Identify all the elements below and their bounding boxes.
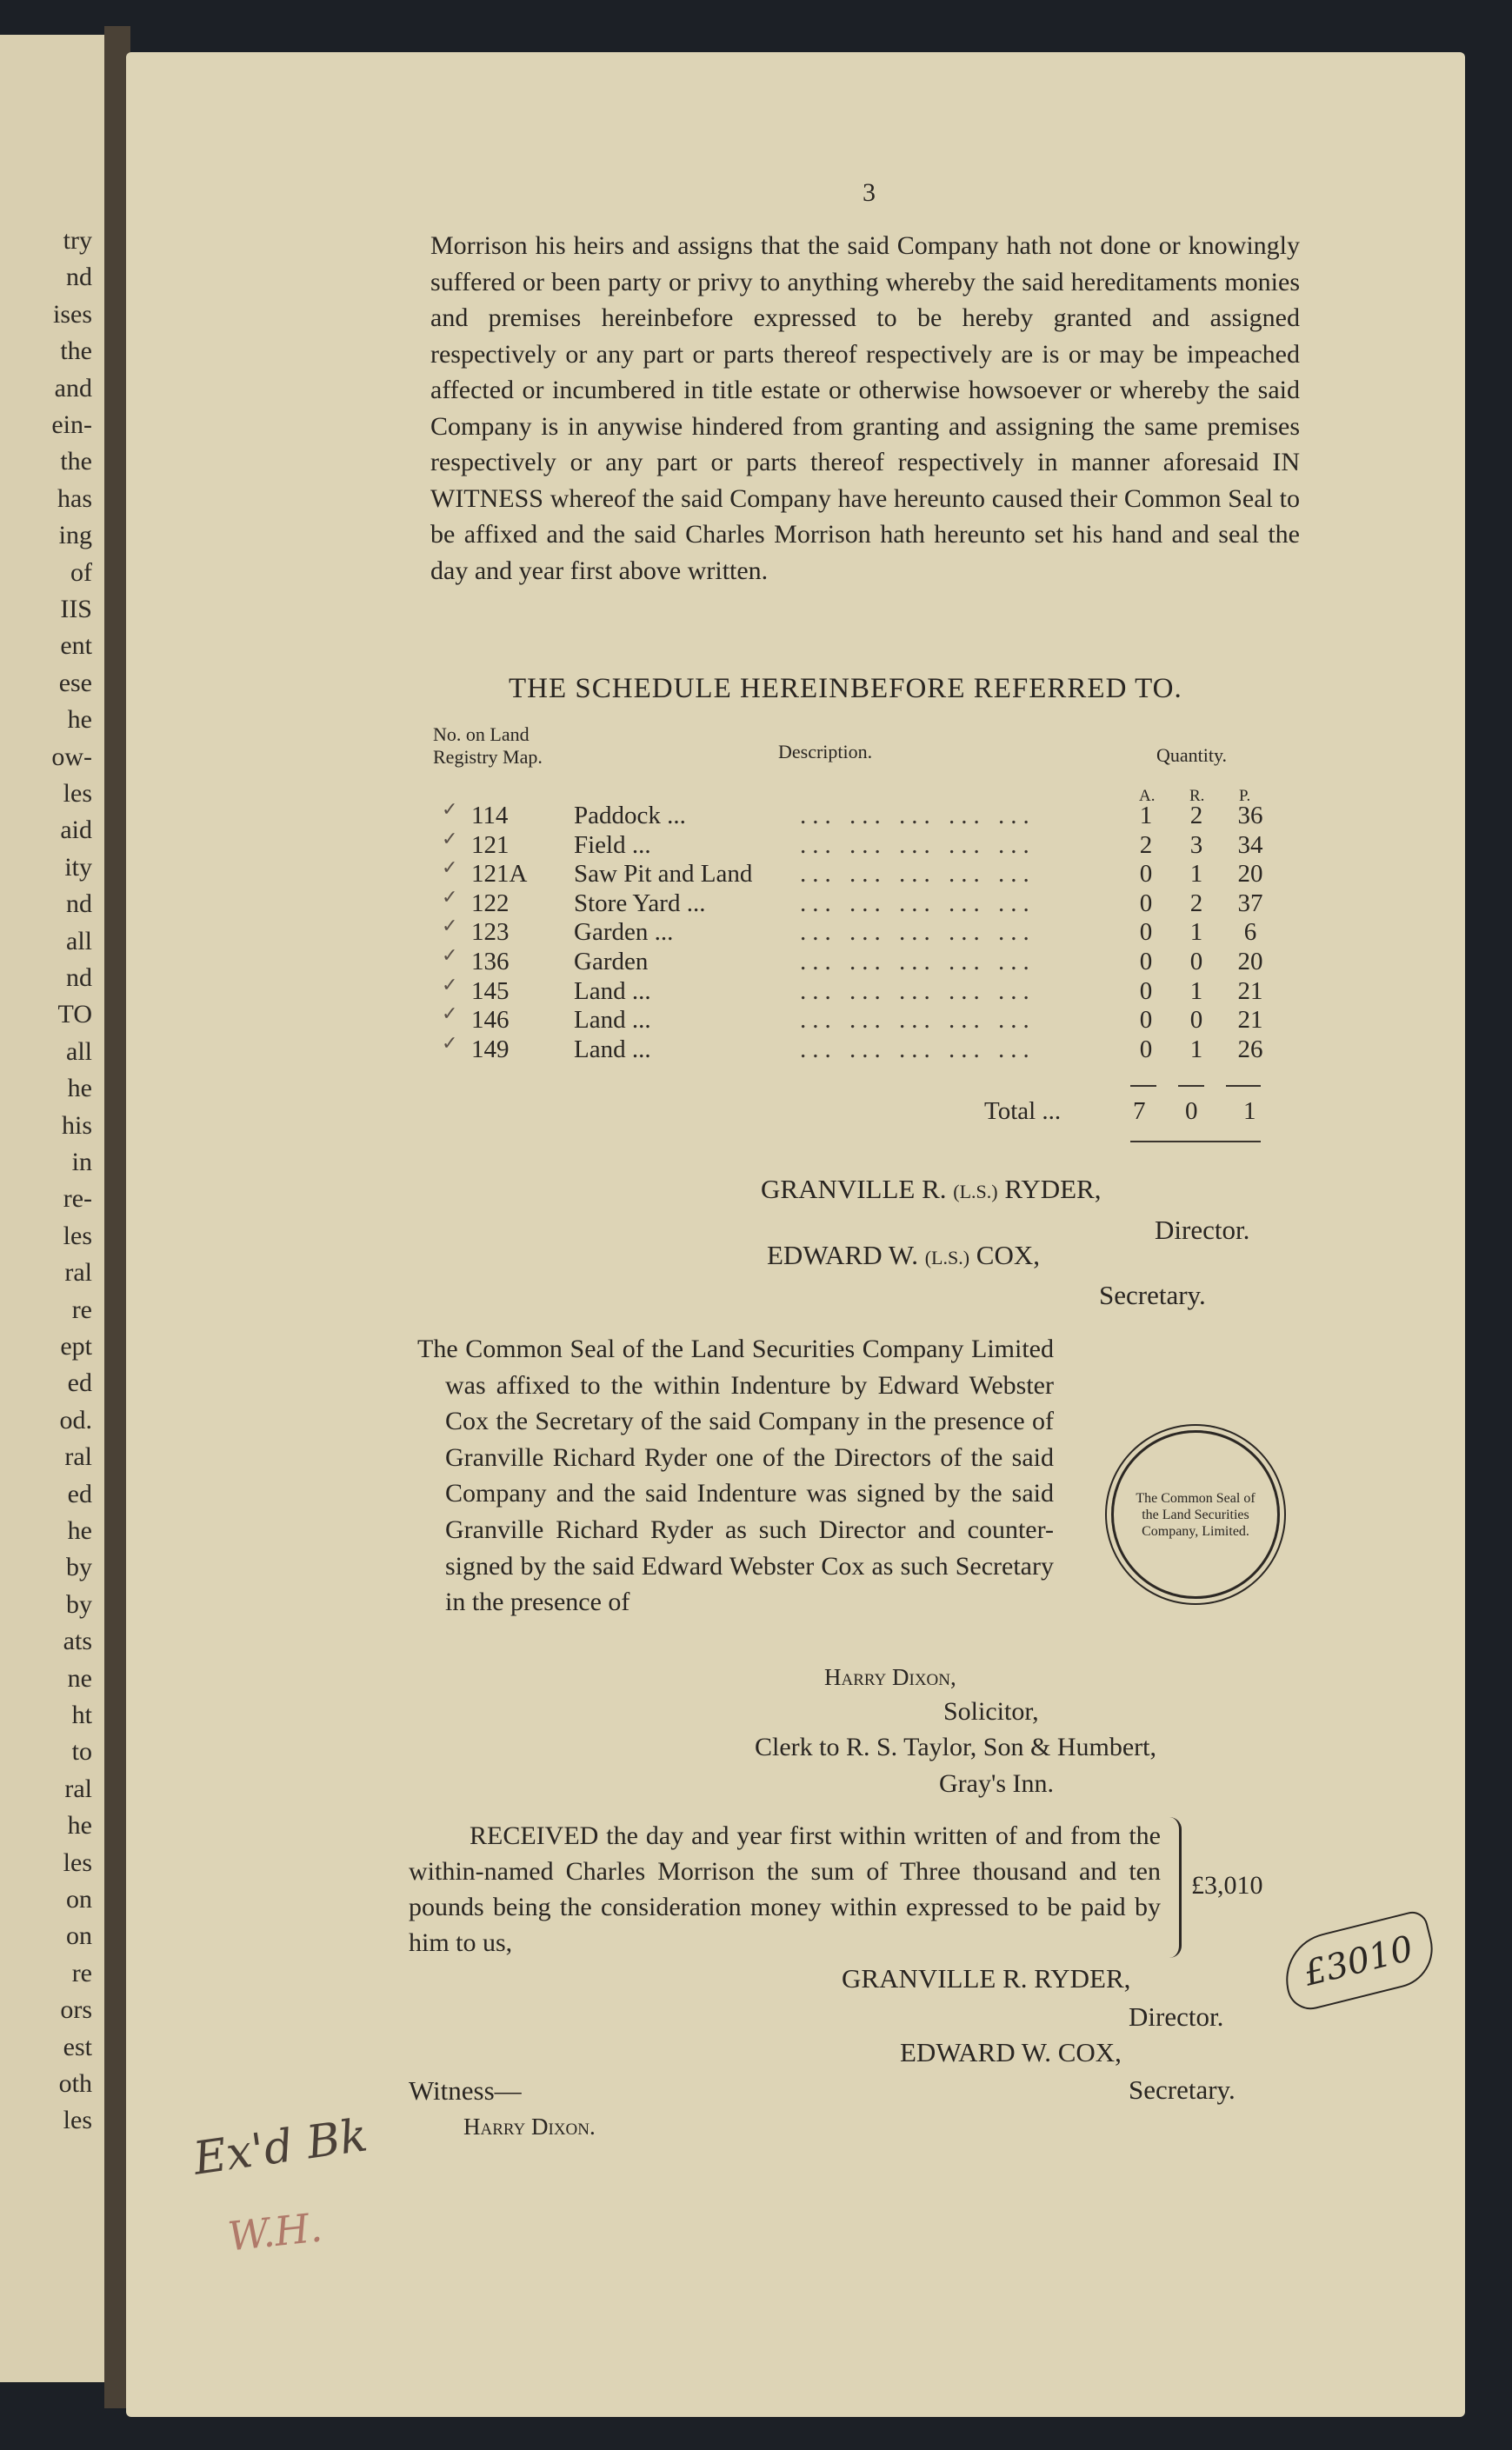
perches-value: 21: [1237, 1006, 1263, 1035]
total-underline: [1130, 1141, 1261, 1142]
leader-dots: ... ... ... ... ...: [800, 860, 1036, 889]
total-acres: 7: [1133, 1097, 1146, 1125]
land-description: Saw Pit and Land: [574, 860, 753, 889]
schedule-row: [426, 1031, 1278, 1065]
facing-page-fragment: ral: [64, 1258, 92, 1288]
facing-page-fragment: by: [66, 1589, 92, 1619]
total-roods: 0: [1185, 1097, 1198, 1125]
check-mark-icon: ✓: [442, 973, 458, 995]
facing-page-fragment: all: [66, 1036, 92, 1066]
column-header-quantity: Quantity.: [1156, 744, 1228, 766]
director-name-first: GRANVILLE R.: [761, 1174, 947, 1204]
roods-value: 1: [1189, 976, 1203, 1005]
column-header-map-line1: No. on Land: [433, 723, 530, 745]
facing-page-fragment: ht: [71, 1701, 92, 1729]
facing-page-fragment: the: [60, 336, 92, 366]
leader-dots: ... ... ... ... ...: [800, 948, 1036, 975]
facing-page-fragment: ors: [60, 1995, 92, 2025]
acres-value: 0: [1139, 860, 1153, 889]
facing-page-fragment: ises: [53, 299, 92, 329]
roods-value: 1: [1189, 918, 1203, 947]
check-mark-icon: ✓: [442, 798, 458, 820]
locus-sigilli-1: (L.S.): [953, 1181, 998, 1202]
column-header-map-line2: Registry Map.: [433, 746, 543, 768]
schedule-row: [426, 973, 1278, 1007]
handwritten-initials: W.H.: [225, 2203, 325, 2260]
facing-page-fragment: nd: [66, 263, 92, 292]
secretary-title: Secretary.: [1099, 1280, 1206, 1310]
acres-value: 0: [1139, 1035, 1153, 1063]
facing-page-fragment: les: [63, 2106, 92, 2135]
facing-page-fragment: he: [67, 1516, 92, 1545]
witness-address: Gray's Inn.: [939, 1769, 1055, 1798]
roods-value: 1: [1189, 860, 1203, 889]
land-description: Land ...: [574, 1035, 651, 1063]
receipt-director-name: GRANVILLE R. RYDER,: [842, 1963, 1131, 1994]
facing-page-fragment: ing: [58, 521, 92, 550]
acres-value: 0: [1139, 948, 1153, 975]
facing-page-fragment: ne: [67, 1663, 92, 1693]
secretary-signature: [767, 1240, 1040, 1271]
roods-value: 0: [1189, 948, 1203, 975]
schedule-row: [426, 856, 1278, 889]
locus-sigilli-2: (L.S.): [924, 1247, 970, 1268]
perches-value: 36: [1237, 802, 1263, 829]
check-mark-icon: ✓: [442, 944, 458, 966]
acres-value: 0: [1139, 976, 1153, 1005]
map-number: 122: [471, 889, 510, 917]
facing-page-fragment: the: [60, 447, 92, 476]
total-rule-a: [1130, 1085, 1156, 1087]
unit-acres: A.: [1139, 787, 1156, 805]
receipt-witness-label: Witness—: [409, 2075, 522, 2106]
facing-page-fragment: ow-: [51, 742, 92, 771]
facing-page-fragment: by: [66, 1553, 92, 1582]
map-number: 146: [471, 1006, 510, 1035]
leader-dots: ... ... ... ... ...: [800, 830, 1036, 859]
facing-page-fragment: nd: [66, 889, 92, 919]
facing-page-fragment: ity: [64, 852, 92, 882]
roods-value: 1: [1189, 1035, 1203, 1063]
director-signature: [761, 1174, 1101, 1205]
facing-page-fragment: he: [67, 1074, 92, 1103]
perches-value: 6: [1243, 918, 1257, 947]
roods-value: 3: [1189, 830, 1203, 859]
land-description: Store Yard ...: [574, 889, 706, 917]
acres-value: 0: [1139, 918, 1153, 947]
acres-value: 0: [1139, 889, 1153, 917]
seal-text: The Common Seal of the Land Securities Company, Limited.: [1136, 1490, 1256, 1539]
facing-page-fragment: les: [63, 779, 92, 808]
land-description: Paddock ...: [574, 802, 686, 829]
director-title: Director.: [1155, 1215, 1250, 1245]
deed-paragraph: [430, 228, 1300, 589]
map-number: 121A: [471, 860, 528, 889]
leader-dots: ... ... ... ... ...: [800, 918, 1036, 947]
facing-page-fragment: ral: [64, 1442, 92, 1472]
acres-value: 2: [1139, 830, 1153, 859]
attestation-text: The Common Seal of the Land Securities Company Limited was affixed to the within Indenture by Edward Webster Cox the Secretary of the said Company in the presence of Granville Richard Ryder one of the Directors of the said Company and the said Indenture was signed by the said Granville Richard Ryder as such Director and counter-signed by the said Edward Webster Cox as such Secretary in the presence of: [417, 1335, 1054, 1617]
leader-dots: ... ... ... ... ...: [800, 889, 1036, 917]
facing-page-fragment: oth: [58, 2069, 92, 2098]
facing-page-fragment: he: [67, 1811, 92, 1841]
schedule-row: [426, 944, 1278, 977]
facing-page-fragment: his: [61, 1110, 92, 1140]
facing-page-fragment: est: [63, 2032, 92, 2061]
facing-page-fragment: TO: [57, 1000, 92, 1029]
map-number: 145: [471, 976, 510, 1005]
receipt-witness-name: Harry Dixon.: [463, 2114, 596, 2140]
facing-page-fragment: od.: [59, 1405, 92, 1435]
land-description: Field ...: [574, 830, 651, 859]
map-number: 149: [471, 1035, 510, 1063]
unit-roods: R.: [1189, 787, 1205, 805]
handwritten-amount-note: £3010: [1276, 1908, 1442, 2014]
facing-page-fragment: and: [54, 373, 92, 403]
unit-perches: P.: [1239, 787, 1251, 805]
map-number: 123: [471, 918, 510, 947]
facing-page-fragment: all: [66, 926, 92, 955]
witness-employer: Clerk to R. S. Taylor, Son & Humbert,: [755, 1733, 1156, 1761]
check-mark-icon: ✓: [442, 1031, 458, 1054]
total-rule-p: [1226, 1085, 1261, 1087]
check-mark-icon: ✓: [442, 885, 458, 908]
schedule-row: [426, 915, 1278, 948]
facing-page-fragment: to: [71, 1737, 92, 1767]
leader-dots: ... ... ... ... ...: [800, 1006, 1036, 1035]
attestation-clause: [417, 1331, 1054, 1621]
receipt-secretary-name: EDWARD W. COX,: [900, 2037, 1122, 2067]
receipt-director-title: Director.: [1129, 2001, 1224, 2032]
facing-page-fragment: les: [63, 1847, 92, 1877]
receipt-clause: [409, 1818, 1161, 1961]
facing-page-fragment: on: [66, 1921, 92, 1951]
facing-page-fragment: les: [63, 1221, 92, 1250]
map-number: 121: [471, 830, 510, 859]
acres-value: 1: [1139, 802, 1153, 829]
roods-value: 2: [1189, 889, 1203, 917]
total-perches: 1: [1243, 1097, 1256, 1125]
roods-value: 0: [1189, 1006, 1203, 1035]
facing-page-fragment: nd: [66, 963, 92, 992]
facing-page-fragment: ept: [60, 1332, 92, 1361]
facing-page-fragment: IIS: [60, 595, 92, 623]
perches-value: 20: [1237, 860, 1263, 889]
secretary-name-last: COX,: [976, 1240, 1040, 1270]
schedule-row: [426, 798, 1278, 831]
page-number: 3: [863, 178, 876, 207]
column-header-map: [433, 723, 543, 769]
schedule-row: [426, 885, 1278, 919]
land-description: Land ...: [574, 976, 651, 1005]
schedule-title: THE SCHEDULE HEREINBEFORE REFERRED TO.: [509, 673, 1182, 704]
secretary-name-first: EDWARD W.: [767, 1240, 918, 1270]
perches-value: 34: [1237, 830, 1263, 859]
land-description: Land ...: [574, 1006, 651, 1035]
facing-page-fragment: try: [63, 226, 92, 255]
facing-page-fragment: ein-: [51, 410, 92, 439]
facing-page-fragment: ral: [64, 1774, 92, 1803]
facing-page-fragment: ed: [67, 1368, 92, 1398]
handwritten-margin-note: Ex'd Bk: [190, 2109, 371, 2186]
total-rule-r: [1178, 1085, 1204, 1087]
perches-value: 20: [1237, 948, 1263, 975]
facing-page-fragment: on: [66, 1885, 92, 1914]
perches-value: 21: [1237, 976, 1263, 1005]
facing-page-fragment: ats: [63, 1627, 92, 1656]
facing-page-fragment: re: [71, 1958, 92, 1987]
perches-value: 26: [1237, 1035, 1263, 1063]
perches-value: 37: [1237, 889, 1263, 917]
column-header-description: Description.: [778, 741, 873, 762]
facing-page-fragment: has: [57, 483, 92, 513]
land-description: Garden: [574, 948, 649, 975]
witness-occupation: Solicitor,: [943, 1697, 1039, 1726]
deed-paragraph-text: Morrison his heirs and assigns that the said Company hath not done or knowingly suffered or been party or privy to anything whereby the said hereditaments monies and premises hereinbefore expressed to be hereby granted and assigned respectively or any part or parts thereof respectively are is or may be impeached affected or incumbered in title estate or otherwise howsoever or whereby the said Company is in anywise hindered from granting and assigning the same premises respectively or any part or parts thereof respectively in manner aforesaid IN WITNESS whereof the said Company have hereunto caused their Common Seal to be affixed and the said Charles Morrison hath hereunto set his hand and seal the day and year first above written.: [430, 231, 1300, 585]
land-description: Garden ...: [574, 918, 674, 947]
schedule-row: [426, 827, 1278, 861]
facing-page-fragment: ese: [58, 668, 92, 697]
facing-page-fragment: ed: [67, 1479, 92, 1508]
map-number: 136: [471, 948, 510, 975]
leader-dots: ... ... ... ... ...: [800, 802, 1036, 829]
receipt-text: RECEIVED the day and year first within written of and from the within-named Charles Morrison the sum of Three thousand and ten pounds being the consideration money within expressed to be paid by him to us,: [409, 1821, 1161, 1957]
director-name-last: RYDER,: [1004, 1174, 1102, 1204]
receipt-brace: [1163, 1817, 1182, 1958]
leader-dots: ... ... ... ... ...: [800, 1035, 1036, 1063]
company-seal: [1111, 1430, 1280, 1599]
acres-value: 0: [1139, 1006, 1153, 1035]
check-mark-icon: ✓: [442, 915, 458, 937]
roods-value: 2: [1189, 802, 1203, 829]
schedule-row: [426, 1002, 1278, 1035]
leader-dots: ... ... ... ... ...: [800, 976, 1036, 1005]
map-number: 114: [471, 802, 509, 829]
facing-page-fragment: re: [71, 1295, 92, 1324]
witness-name: Harry Dixon,: [824, 1664, 956, 1690]
facing-page-fragment: he: [67, 705, 92, 735]
facing-page-fragment: of: [70, 557, 92, 587]
check-mark-icon: ✓: [442, 1002, 458, 1025]
total-label: Total ...: [984, 1097, 1062, 1125]
check-mark-icon: ✓: [442, 827, 458, 849]
receipt-secretary-title: Secretary.: [1129, 2074, 1236, 2105]
facing-page-fragment: ent: [60, 631, 92, 661]
facing-page-edge: [0, 35, 106, 2382]
facing-page-fragment: re-: [63, 1184, 92, 1214]
check-mark-icon: ✓: [442, 856, 458, 879]
receipt-amount: £3,010: [1191, 1871, 1263, 1900]
facing-page-fragment: in: [71, 1148, 92, 1176]
facing-page-fragment: aid: [60, 816, 92, 845]
